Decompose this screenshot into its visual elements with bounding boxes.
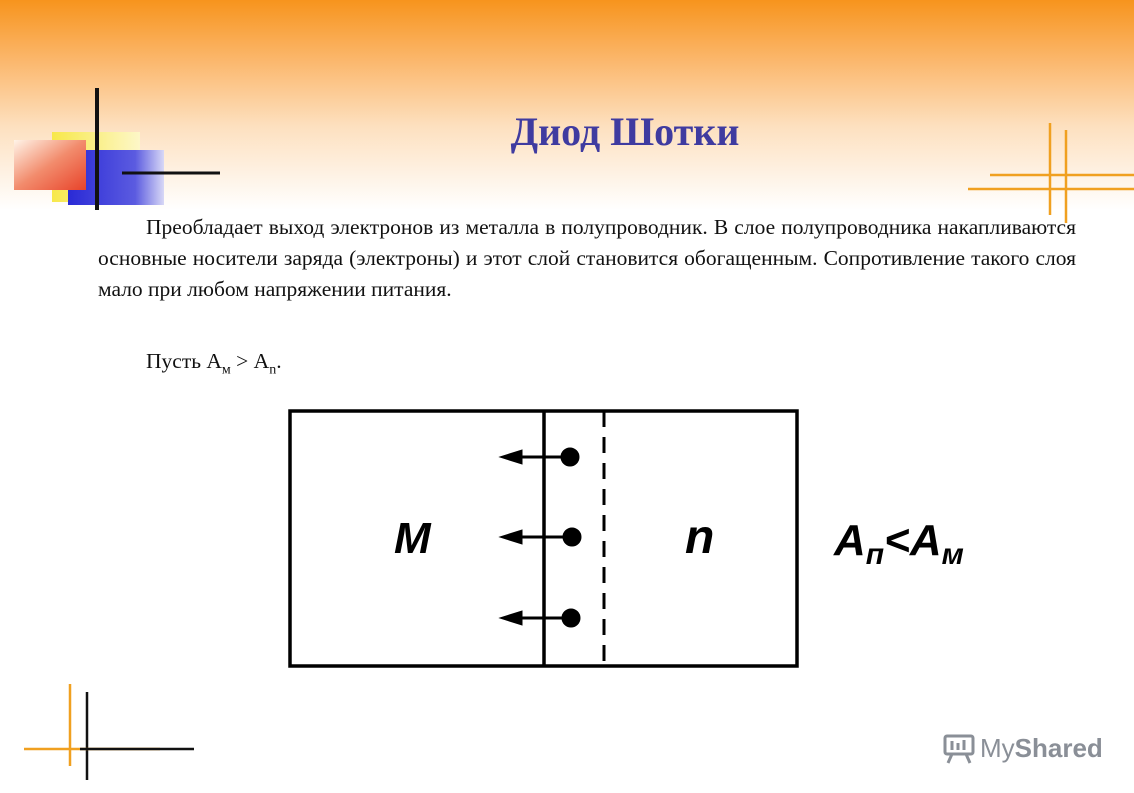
electron-arrow [500, 448, 579, 466]
electron-arrow [500, 528, 581, 546]
electron-arrow [500, 609, 580, 627]
condition-middle: > A [230, 349, 270, 373]
condition-sub-m: м [221, 362, 231, 378]
arrowhead-icon [500, 530, 522, 544]
work-function-relation [833, 516, 964, 571]
relation-a1: A [834, 516, 866, 565]
condition-suffix: . [276, 349, 282, 373]
presentation-board-icon [942, 731, 976, 765]
relation-a2: A [909, 516, 942, 565]
relation-sub1: п [865, 538, 885, 571]
watermark-my: My [980, 732, 1015, 763]
arrowhead-icon [500, 450, 522, 464]
myshared-watermark [942, 730, 1103, 766]
relation-op: < [884, 516, 910, 565]
electron-dot [562, 609, 580, 627]
electron-dot [561, 448, 579, 466]
electron-dot [563, 528, 581, 546]
metal-label: M [394, 514, 431, 563]
body-paragraph: Преобладает выход электронов из металла в полупроводник. В слое полупроводника накапливаются основные носители заряда (электроны) и этот слой становится обогащенным. Сопротивление такого слоя мало при любом напряжении питания. [98, 215, 1076, 301]
relation-sub2: м [941, 538, 964, 571]
condition-prefix: Пусть A [146, 349, 222, 373]
slide-title: Диод Шотки [510, 109, 740, 154]
arrowhead-icon [500, 611, 522, 625]
condition-sub-n: n [269, 362, 277, 378]
semiconductor-label: n [685, 511, 715, 564]
watermark-shared: Shared [1014, 732, 1103, 763]
